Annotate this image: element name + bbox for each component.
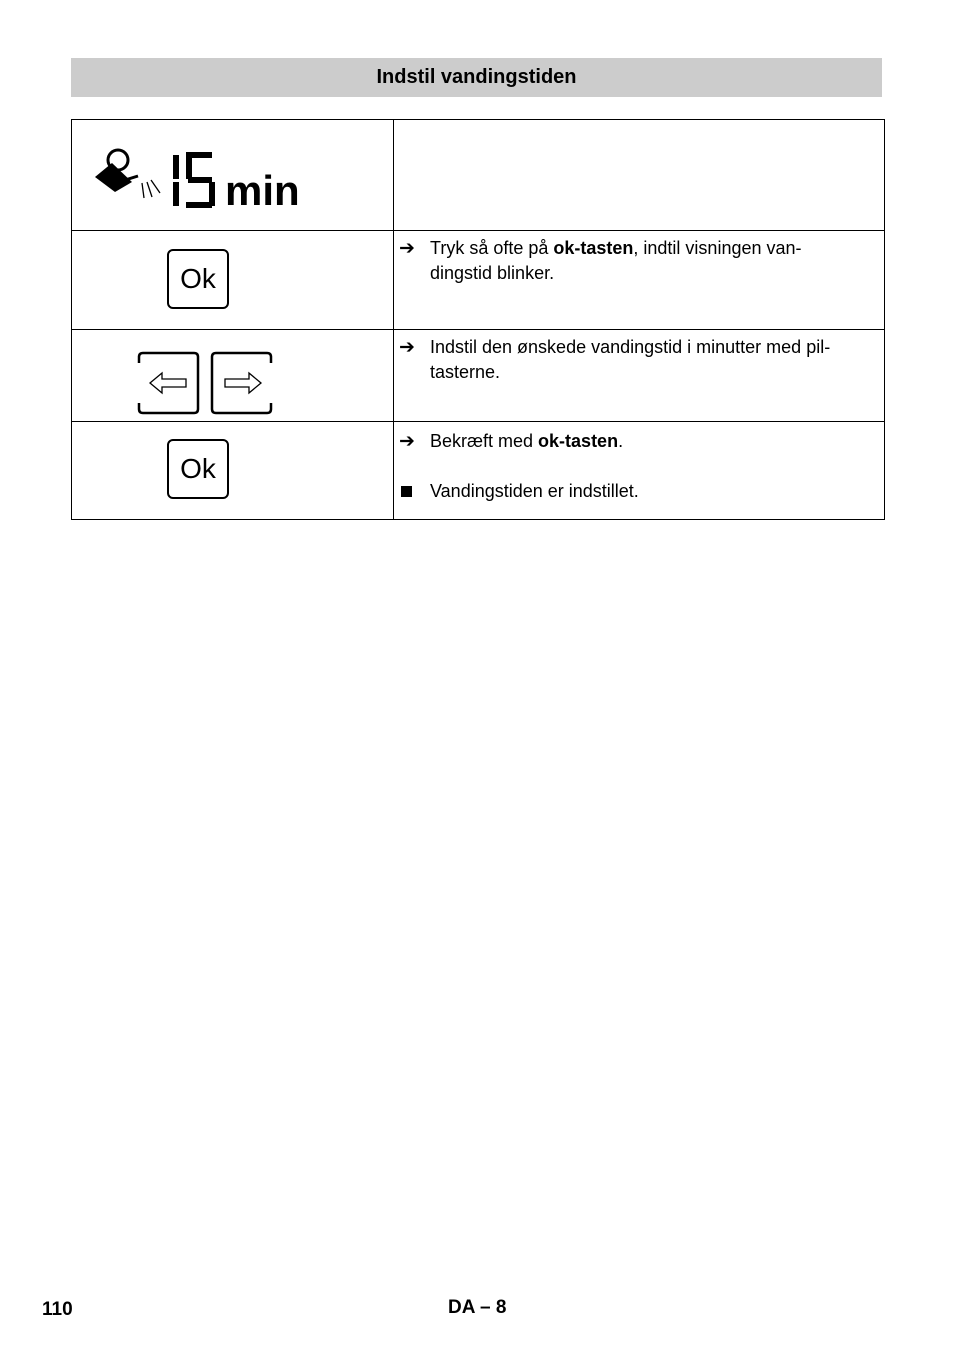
digit-five-segment [186,152,215,208]
ok-key-label: Ok [180,263,216,294]
ok-key-cell [72,231,394,330]
watering-can-icon [95,150,160,198]
table-row-step-1 [72,231,885,330]
step-3-pre: Bekræft med [430,431,539,451]
ok-key-icon [167,439,229,499]
step-3-text-cell [394,422,885,520]
step-1-line-2 [394,261,884,286]
step-2-text-cell [394,330,885,422]
table-row-step-2 [72,330,885,422]
step-1-pre: Tryk så ofte på [430,238,554,258]
step-1-line-2-text: dingstid blinker. [430,263,555,283]
display-text-cell [394,120,885,231]
square-bullet-icon [401,486,412,497]
table-row-display [72,120,885,231]
section-code: DA – 8 [448,1297,507,1318]
display-graphic [92,146,312,210]
right-arrow-key-icon [212,353,271,413]
step-3-bold: ok-tasten [538,431,619,451]
step-3-post: . [618,431,624,451]
section-title-text: Indstil vandingstiden [376,66,577,88]
display-unit: min [225,167,300,210]
arrow-bullet-icon: ➔ [399,238,415,259]
arrow-bullet-icon: ➔ [399,431,415,452]
page-number: 110 [42,1299,73,1320]
step-1-text-cell [394,231,885,330]
arrow-bullet-icon: ➔ [399,337,415,358]
step-3-line [394,429,884,454]
step-2-line-1 [394,335,884,360]
ok-key-label: Ok [180,453,216,484]
display-cell [72,120,394,231]
display-digits: 15 [92,146,94,147]
step-1-post: , indtil visningen van- [633,238,802,258]
arrow-keys-graphic [136,351,276,415]
ok-key-icon [167,249,229,309]
step-2-line-2 [394,360,884,385]
table-row-step-3 [72,422,885,520]
section-title [71,58,882,97]
step-1-line-1 [394,236,884,261]
step-1-bold: ok-tasten [553,238,634,258]
step-2-line-2-text: tasterne. [430,362,501,382]
result-line [394,479,884,504]
instruction-table [71,119,885,520]
step-2-line-1-text: Indstil den ønskede vandingstid i minutter med pil- [430,337,831,357]
digit-one-segment [173,155,179,206]
result-text: Vandingstiden er indstillet. [430,481,639,501]
arrow-keys-cell [72,330,394,422]
ok-key-cell-2 [72,422,394,520]
left-arrow-key-icon [139,353,198,413]
